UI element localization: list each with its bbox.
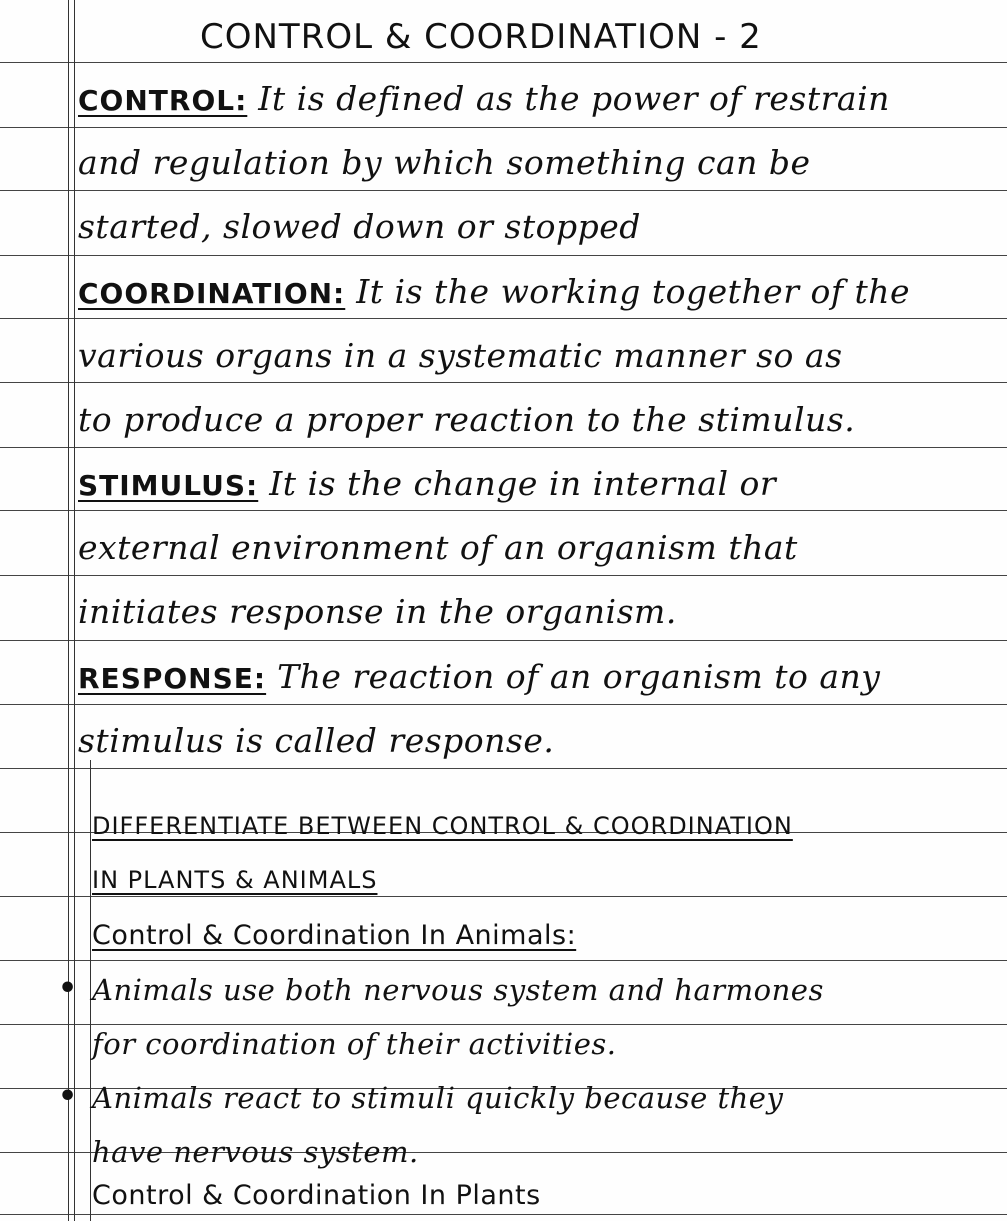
definition-text: It is the change in internal or (269, 464, 777, 503)
ruled-line (0, 382, 1007, 383)
ruled-line (0, 960, 1007, 961)
bullet-icon: • (58, 971, 78, 1006)
definition-text: It is the working together of the (356, 272, 911, 311)
ruled-line (0, 768, 1007, 769)
definition-text: It is defined as the power of restrain (258, 79, 890, 118)
page-title: CONTROL & COORDINATION - 2 (200, 17, 762, 57)
term-stimulus: STIMULUS: (78, 469, 259, 502)
definition-control-line-1 (78, 79, 890, 118)
definition-coordination-line-1 (78, 272, 911, 311)
term-response: RESPONSE: (78, 662, 267, 695)
definition-text: The reaction of an organism to any (277, 657, 881, 696)
animals-bullet-1-line-1: Animals use both nervous system and harmones (92, 973, 824, 1007)
plants-heading: Control & Coordination In Plants (92, 1180, 541, 1211)
bullet-icon: • (58, 1079, 78, 1114)
ruled-line (0, 510, 1007, 511)
definition-response-line-1 (78, 657, 881, 696)
definition-text: to produce a proper reaction to the stimulus. (78, 400, 856, 439)
animals-bullet-2-line-2: have nervous system. (92, 1135, 419, 1169)
margin-line (74, 0, 75, 1221)
definition-text: various organs in a systematic manner so as (78, 336, 843, 375)
ruled-line (0, 575, 1007, 576)
definition-text: stimulus is called response. (78, 721, 555, 760)
ruled-line (0, 62, 1007, 63)
ruled-line (0, 1214, 1007, 1215)
ruled-line (0, 447, 1007, 448)
ruled-line (0, 1024, 1007, 1025)
term-control: CONTROL: (78, 84, 248, 117)
ruled-line (0, 704, 1007, 705)
definition-text: initiates response in the organism. (78, 592, 677, 631)
ruled-line (0, 255, 1007, 256)
definition-stimulus-line-1 (78, 464, 777, 503)
definition-text: and regulation by which something can be (78, 143, 811, 182)
animals-bullet-1-line-2: for coordination of their activities. (92, 1027, 617, 1061)
margin-line (90, 760, 91, 1221)
definition-text: started, slowed down or stopped (78, 207, 641, 246)
animals-heading: Control & Coordination In Animals: (92, 920, 577, 951)
section-heading-line-2: IN PLANTS & ANIMALS (92, 866, 378, 894)
ruled-line (0, 127, 1007, 128)
ruled-line (0, 896, 1007, 897)
section-heading-line-1: DIFFERENTIATE BETWEEN CONTROL & COORDINATION (92, 812, 793, 840)
ruled-line (0, 640, 1007, 641)
margin-line (68, 0, 69, 1221)
definition-text: external environment of an organism that (78, 528, 798, 567)
animals-bullet-2-line-1: Animals react to stimuli quickly because they (92, 1081, 784, 1115)
ruled-line (0, 318, 1007, 319)
ruled-line (0, 190, 1007, 191)
term-coordination: COORDINATION: (78, 277, 346, 310)
